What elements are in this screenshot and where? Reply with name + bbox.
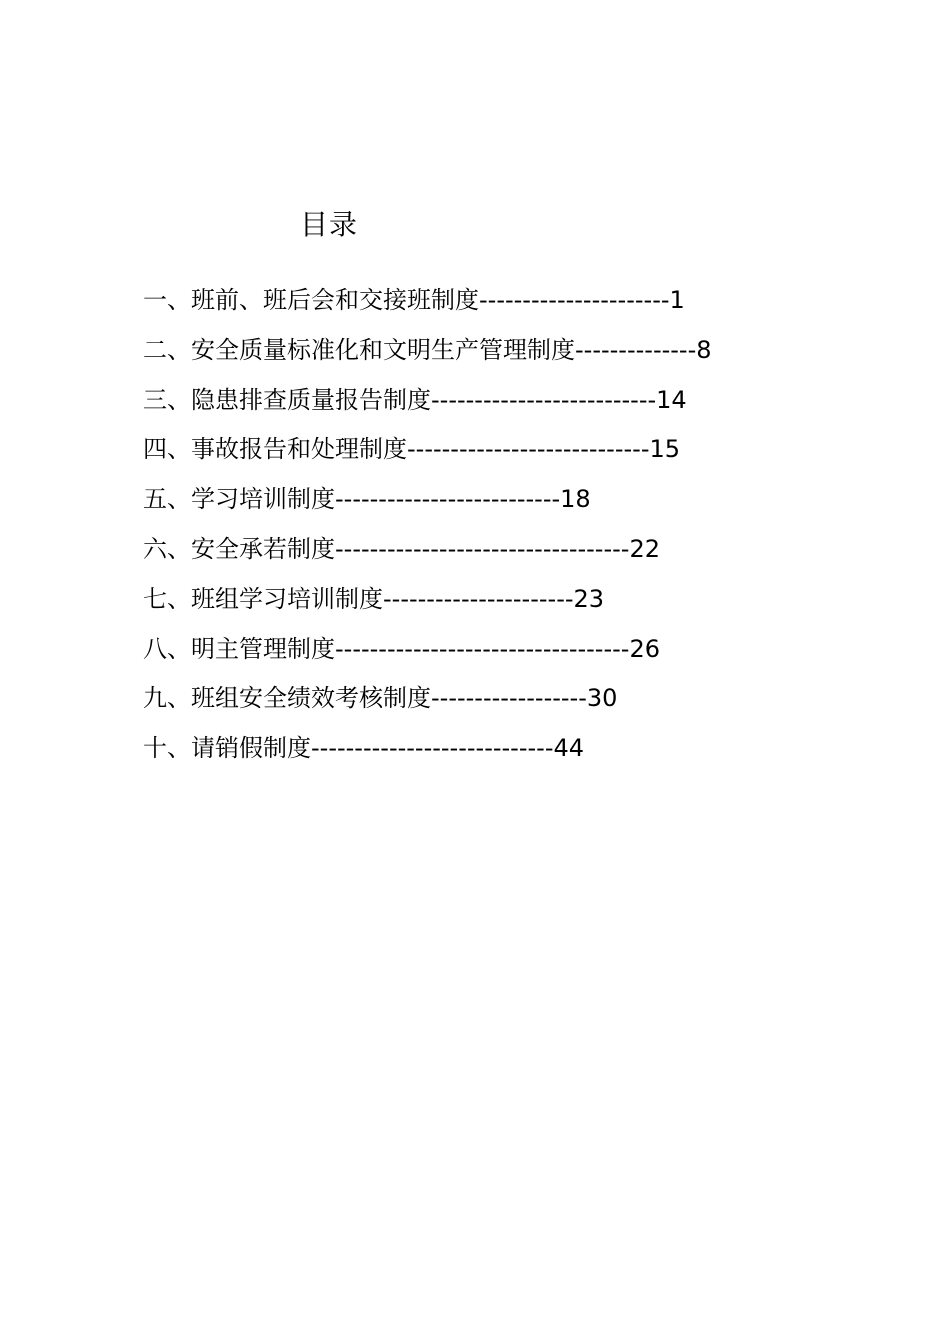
toc-entry: 八、明主管理制度----------------------------------26 (143, 634, 660, 663)
toc-entry: 一、班前、班后会和交接班制度----------------------1 (143, 286, 685, 314)
toc-entry: 六、安全承若制度----------------------------------22 (143, 534, 660, 563)
toc-entry: 九、班组安全绩效考核制度------------------30 (143, 684, 618, 713)
toc-title: 目录 (300, 208, 359, 241)
toc-entry: 五、学习培训制度--------------------------18 (143, 485, 591, 514)
toc-list (143, 280, 712, 778)
toc-entry: 十、请销假制度----------------------------44 (143, 734, 585, 763)
toc-entry: 七、班组学习培训制度----------------------23 (143, 584, 605, 613)
toc-entry: 二、安全质量标准化和文明生产管理制度--------------8 (143, 335, 712, 364)
toc-entry: 三、隐患排查质量报告制度--------------------------14 (143, 385, 687, 414)
toc-entry: 四、事故报告和处理制度----------------------------15 (143, 435, 681, 464)
